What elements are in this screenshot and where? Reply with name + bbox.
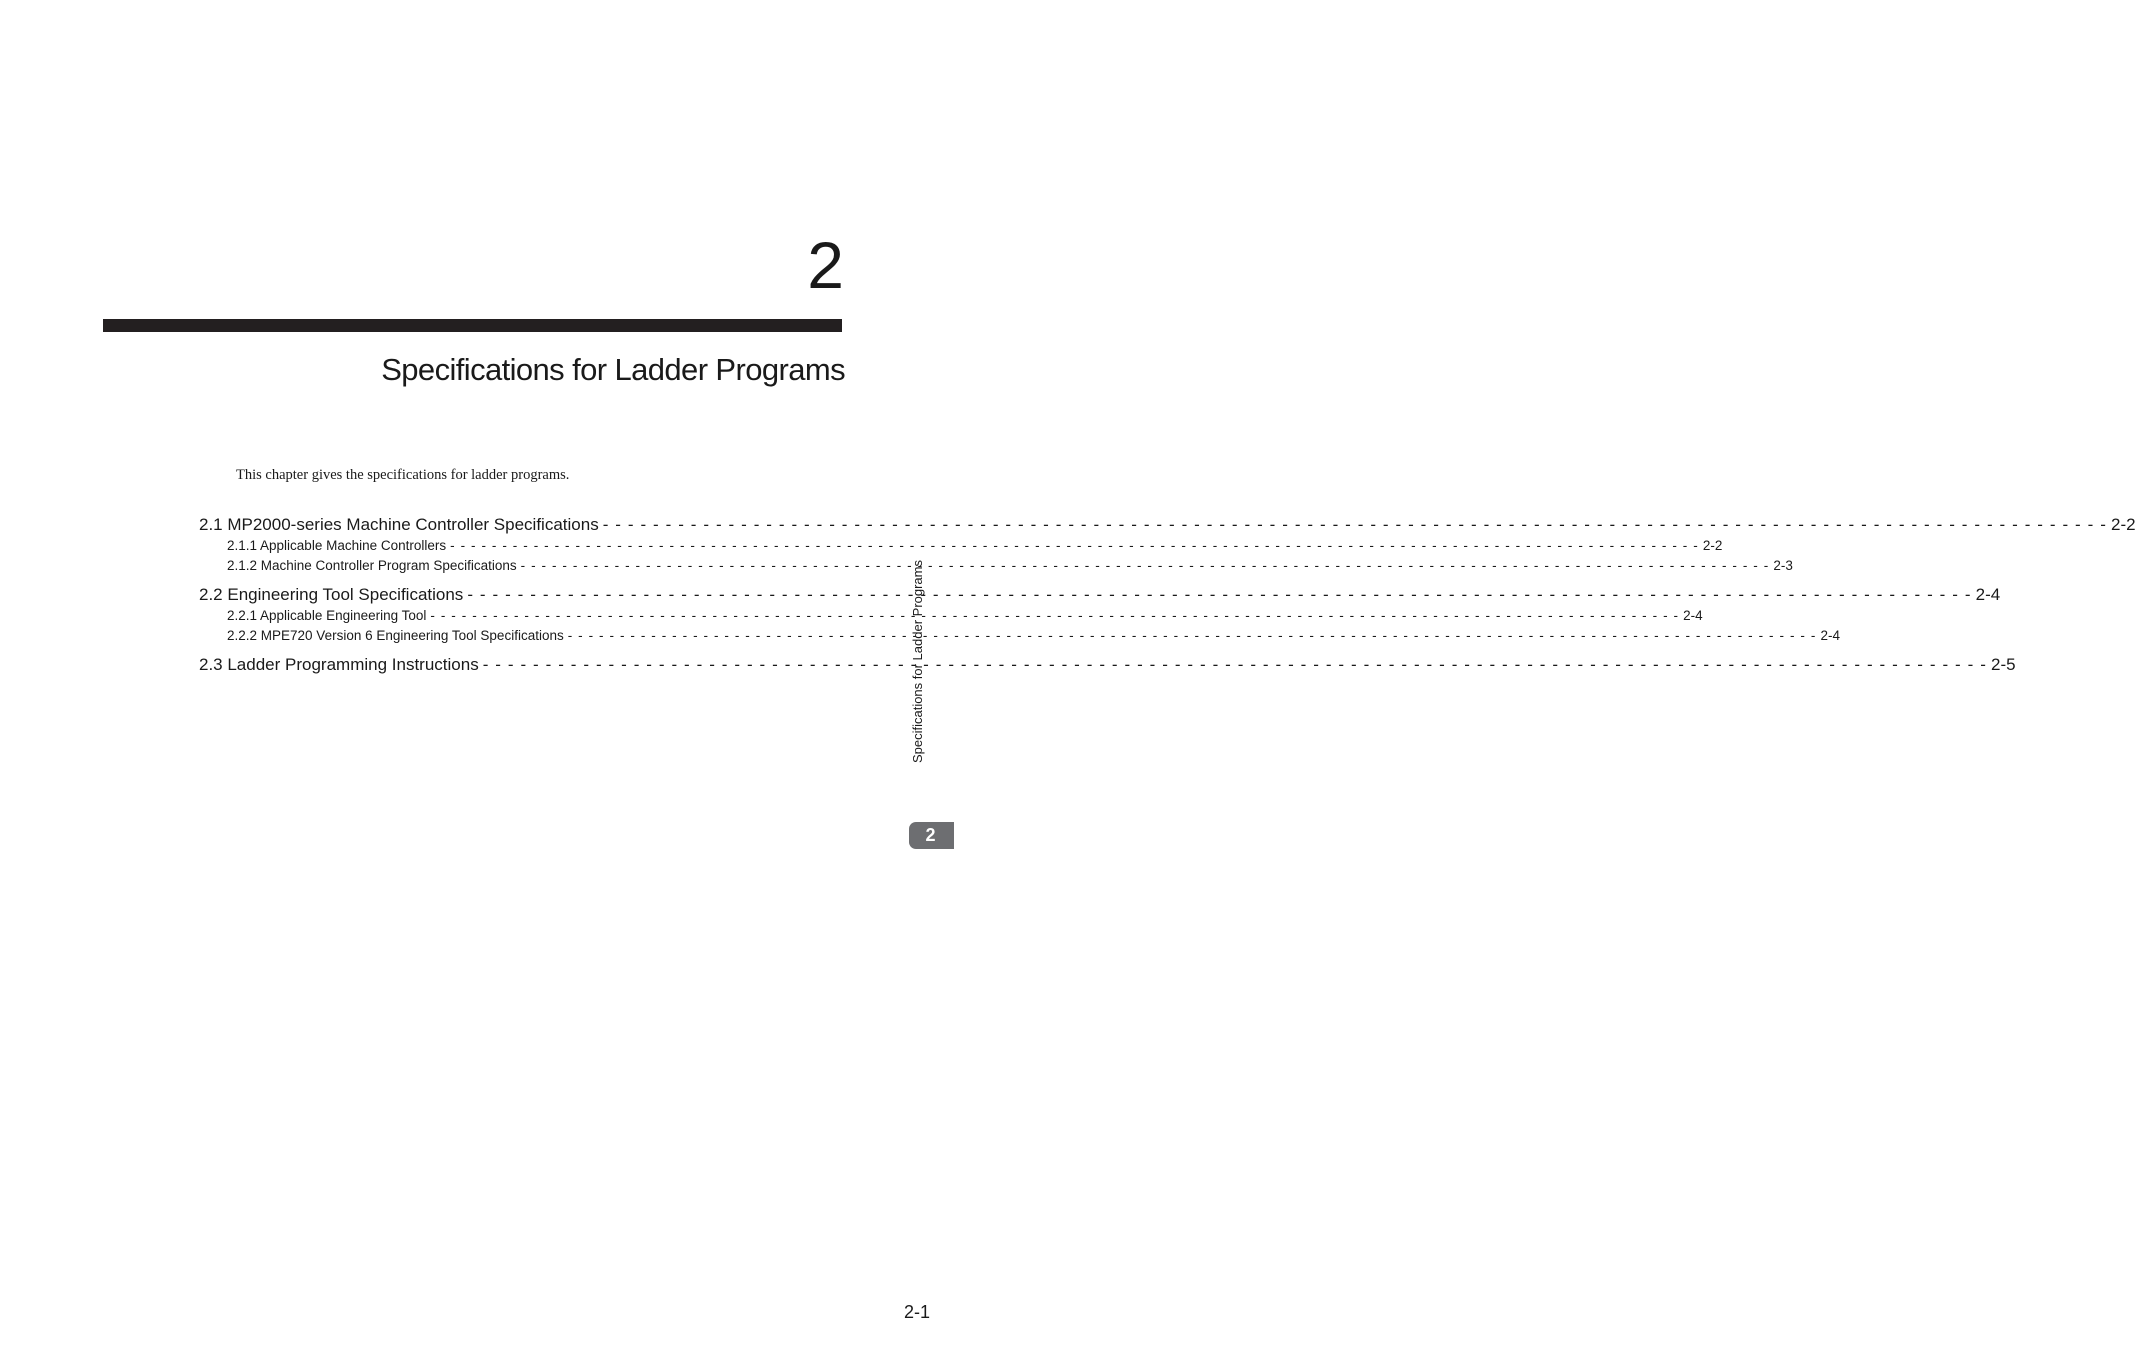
toc-entry-page: 2-2 <box>1702 538 1723 553</box>
side-tab-chapter-badge[interactable]: 2 <box>909 822 954 849</box>
toc-entry-label: 2.3 Ladder Programming Instructions <box>199 655 479 674</box>
chapter-number: 2 <box>807 228 844 302</box>
toc-entry-page: 2-5 <box>1991 655 2016 674</box>
toc-leader: - - - - - - - - - - - - - - - - - - - - - - - - - - - - - - - - - - - - - - - - - - - - - - - - - - - - - - - - - - - - - - - - - - - - - - - - - - - - - - - - - - - - - - - - - - - - - - - - - - - - - - - - - - - - - - - - - - - - - - - - <box>430 608 1680 623</box>
toc-entry-page: 2-2 <box>2111 515 2136 534</box>
toc-entry-label: 2.2 Engineering Tool Specifications <box>199 585 464 604</box>
toc-entry-2-2-1[interactable] <box>199 606 1703 626</box>
toc-entry-label: 2.1 MP2000-series Machine Controller Specifications <box>199 515 599 534</box>
toc-entry-page: 2-3 <box>1773 558 1793 573</box>
chapter-title: Specifications for Ladder Programs <box>381 352 845 387</box>
toc-leader: - - - - - - - - - - - - - - - - - - - - - - - - - - - - - - - - - - - - - - - - - - - - - - - - - - - - - - - - - - - - - - - - - - - - - - - - - - - - - - - - - - - - - - - - - - - - - - - - - - - - - - - - - - - - - - - - - - - - - - - - <box>520 558 1770 573</box>
page-number: 2-1 <box>903 1302 930 1322</box>
toc-entry-page: 2-4 <box>1683 608 1703 623</box>
toc-leader: - - - - - - - - - - - - - - - - - - - - - - - - - - - - - - - - - - - - - - - - - - - - - - - - - - - - - - - - - - - - - - - - - - - - - - - - - - - - - - - - - - - - - - - - - - - - - - - - - - - - - - - - - - - - - - - - - - - - - - - - <box>602 515 2107 534</box>
toc-leader: - - - - - - - - - - - - - - - - - - - - - - - - - - - - - - - - - - - - - - - - - - - - - - - - - - - - - - - - - - - - - - - - - - - - - - - - - - - - - - - - - - - - - - - - - - - - - - - - - - - - - - - - - - - - - - - - - - - - - - - - <box>450 538 1699 553</box>
toc-entry-2-1-2[interactable] <box>199 556 1793 576</box>
chapter-divider-bar <box>103 319 842 332</box>
toc-entry-2-2[interactable] <box>199 584 2001 606</box>
toc-entry-label: 2.1.1 Applicable Machine Controllers <box>227 538 447 553</box>
toc-entry-2-1[interactable] <box>199 514 2136 536</box>
toc-entry-2-3[interactable] <box>199 654 2016 676</box>
toc-entry-page: 2-4 <box>1820 628 1840 643</box>
toc-entry-label: 2.2.1 Applicable Engineering Tool <box>227 608 427 623</box>
toc-entry-label: 2.2.2 MPE720 Version 6 Engineering Tool Specifications <box>227 628 564 643</box>
toc-entry-2-1-1[interactable] <box>199 536 1723 556</box>
toc-leader: - - - - - - - - - - - - - - - - - - - - - - - - - - - - - - - - - - - - - - - - - - - - - - - - - - - - - - - - - - - - - - - - - - - - - - - - - - - - - - - - - - - - - - - - - - - - - - - - - - - - - - - - - - - - - - - - - - - - - - - - <box>567 628 1817 643</box>
toc-leader: - - - - - - - - - - - - - - - - - - - - - - - - - - - - - - - - - - - - - - - - - - - - - - - - - - - - - - - - - - - - - - - - - - - - - - - - - - - - - - - - - - - - - - - - - - - - - - - - - - - - - - - - - - - - - - - - - - - - - - - - <box>467 585 1972 604</box>
side-tab-label: Specifications for Ladder Programs <box>910 560 925 764</box>
chapter-intro: This chapter gives the specifications for ladder programs. <box>236 467 570 483</box>
toc-entry-label: 2.1.2 Machine Controller Program Specifications <box>227 558 517 573</box>
toc-entry-2-2-2[interactable] <box>199 626 1840 646</box>
toc-entry-page: 2-4 <box>1975 585 2001 604</box>
toc-leader: - - - - - - - - - - - - - - - - - - - - - - - - - - - - - - - - - - - - - - - - - - - - - - - - - - - - - - - - - - - - - - - - - - - - - - - - - - - - - - - - - - - - - - - - - - - - - - - - - - - - - - - - - - - - - - - - - - - - - - - - <box>482 655 1987 674</box>
